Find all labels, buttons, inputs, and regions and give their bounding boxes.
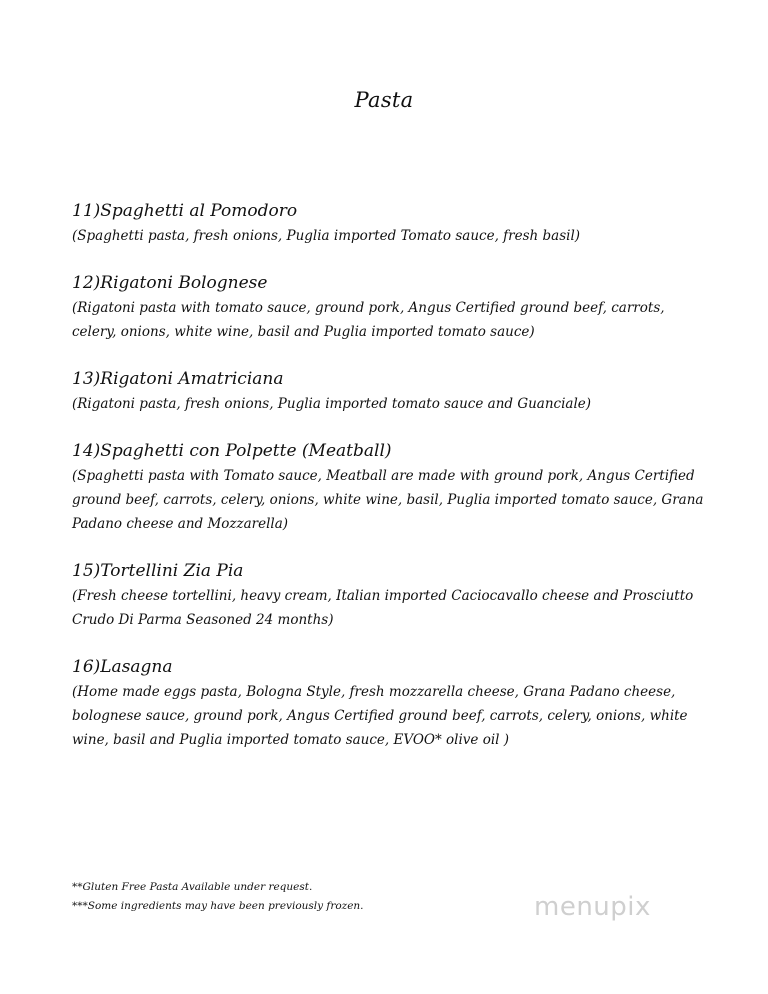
menu-list (72, 198, 712, 774)
menu-item-name: 16)Lasagna (72, 657, 173, 677)
menu-item-description: (Rigatoni pasta, fresh onions, Puglia imported tomato sauce and Guanciale) (72, 396, 592, 412)
footnote-gluten-free: **Gluten Free Pasta Available under request. (72, 881, 313, 893)
page-title: Pasta (354, 88, 414, 112)
menu-item-description: (Home made eggs pasta, Bologna Style, fresh mozzarella cheese, Grana Padano cheese, bolognese sauce, ground pork, Angus Certified ground beef, carrots, celery, onions, white wine, basil and Puglia imported tomato sauce, EVOO* olive oil ) (72, 684, 688, 748)
menu-item-description: (Rigatoni pasta with tomato sauce, ground pork, Angus Certified ground beef, carrots, celery, onions, white wine, basil and Puglia imported tomato sauce) (72, 300, 665, 340)
footnotes (72, 878, 364, 916)
menu-item (72, 366, 712, 416)
watermark-logo: menupix (534, 892, 651, 922)
menu-item-description: (Spaghetti pasta, fresh onions, Puglia imported Tomato sauce, fresh basil) (72, 228, 581, 244)
footnote-frozen: ***Some ingredients may have been previously frozen. (72, 900, 364, 912)
menu-item (72, 654, 712, 752)
menu-item-name: 14)Spaghetti con Polpette (Meatball) (72, 441, 392, 461)
menu-item-name: 12)Rigatoni Bolognese (72, 273, 268, 293)
menu-item-name: 15)Tortellini Zia Pia (72, 561, 244, 581)
menu-item-description: (Spaghetti pasta with Tomato sauce, Meatball are made with ground pork, Angus Certified ground beef, carrots, celery, onions, white wine, basil, Puglia imported tomato sauce, Grana Padano cheese and Mozzarella) (72, 468, 704, 532)
menu-item-name: 11)Spaghetti al Pomodoro (72, 201, 298, 221)
menu-item (72, 438, 712, 536)
menu-item-description: (Fresh cheese tortellini, heavy cream, Italian imported Caciocavallo cheese and Prosciutto Crudo Di Parma Seasoned 24 months) (72, 588, 694, 628)
menu-item (72, 198, 712, 248)
menu-item (72, 270, 712, 344)
menu-item-name: 13)Rigatoni Amatriciana (72, 369, 284, 389)
menu-item (72, 558, 712, 632)
